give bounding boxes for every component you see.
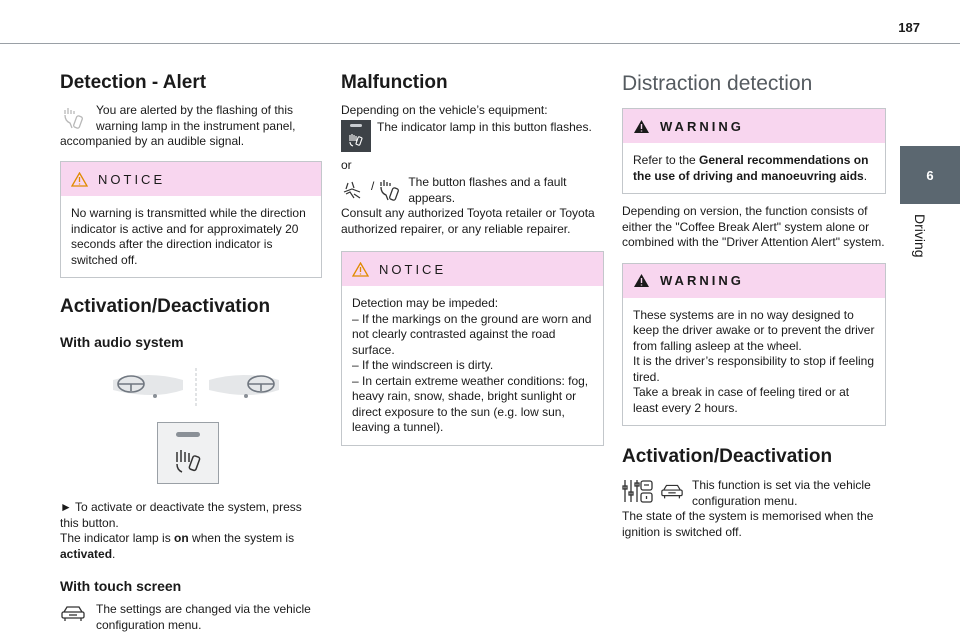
warning-triangle-icon xyxy=(71,172,88,187)
warning-triangle-icon xyxy=(633,273,650,288)
warning-line: It is the driver’s responsibility to stop if feeling tired. xyxy=(633,354,875,384)
memorised-text: The state of the system is memorised when the ignition is switched off. xyxy=(622,509,874,539)
function-text: This function is set via the vehicle configuration menu. xyxy=(692,478,871,508)
activation-title: Activation/Deactivation xyxy=(60,296,271,317)
column-1 xyxy=(60,72,322,633)
slash-separator: / xyxy=(371,179,375,193)
warning-header xyxy=(623,109,885,143)
detection-line-1: You are alerted by the flashing of this xyxy=(96,103,294,117)
notice-line: – If the markings on the ground are worn and not clearly contrasted against the road surface. xyxy=(352,311,592,357)
detection-title: Detection - Alert xyxy=(60,72,207,93)
warning-box-2 xyxy=(622,263,886,427)
activation-title-2: Activation/Deactivation xyxy=(622,446,833,467)
header-rule xyxy=(0,43,960,44)
warning-heading: WARNING xyxy=(660,118,744,134)
coffee-break-button-dark-icon xyxy=(341,120,371,152)
coffee-break-fault-icon xyxy=(378,177,400,203)
settings-sliders-icon xyxy=(622,478,654,504)
touch-heading: With touch screen xyxy=(60,578,182,594)
touch-text: The settings are changed via the vehicle configuration menu. xyxy=(96,602,311,632)
warning-heading: WARNING xyxy=(660,273,744,288)
notice-box-2 xyxy=(341,251,604,446)
notice-header xyxy=(61,162,321,196)
warning-line: These systems are in no way designed to keep the driver awake or to prevent the driver from falling asleep at the wheel. xyxy=(633,307,875,353)
warning-triangle-icon xyxy=(352,262,369,277)
coffee-break-button-icon[interactable] xyxy=(157,422,219,484)
warning-box-1 xyxy=(622,108,886,194)
notice-heading: NOTICE xyxy=(98,171,166,187)
notice-box-1 xyxy=(60,161,322,278)
warning-1-text: Refer to the General recommendations on the use of driving and manoeuvring aids. xyxy=(633,153,869,183)
warning-header xyxy=(623,264,885,298)
steering-wheel-dashboard-icon xyxy=(111,366,281,408)
driver-drowsy-lamp-icon xyxy=(62,105,84,131)
chapter-label: Driving xyxy=(912,214,928,258)
detection-line-3: accompanied by an audible signal. xyxy=(60,134,245,148)
touch-block xyxy=(60,602,322,633)
chapter-tab[interactable]: 6 xyxy=(900,146,960,204)
notice-line: – In certain extreme weather conditions: fog, heavy rain, snow, shade, bright sunlight or direct exposure to the sun (e.g. low sun, leaving a tunnel). xyxy=(352,373,589,434)
warning-line: Take a break in case of feeling tired or at least every 2 hours. xyxy=(633,385,850,415)
column-2 xyxy=(341,72,604,446)
or-text: or xyxy=(341,157,352,172)
warning-triangle-icon xyxy=(633,119,650,134)
button-fault-text: The button flashes and a fault appears. xyxy=(408,175,567,205)
notice-line: – If the windscreen is dirty. xyxy=(352,358,494,372)
car-menu-icon xyxy=(660,482,684,500)
audio-instruction-1: ► To activate or deactivate the system, press this button. xyxy=(60,500,302,530)
notice-text: No warning is transmitted while the direction indicator is active and for approximately 20 seconds after the direction indicator is switched off. xyxy=(71,206,306,267)
distraction-title: Distraction detection xyxy=(622,72,813,95)
equipment-line: Depending on the vehicle’s equipment: xyxy=(341,103,548,117)
column-3 xyxy=(622,72,886,540)
notice-line: Detection may be impeded: xyxy=(352,296,499,310)
audio-heading: With audio system xyxy=(60,334,184,350)
notice-header xyxy=(342,252,603,286)
detection-block xyxy=(60,103,322,151)
version-text: Depending on version, the function consists of either the "Coffee Break Alert" system alone or combined with the "Driver Attention Alert" system. xyxy=(622,204,885,249)
page-number: 187 xyxy=(898,20,920,35)
function-block xyxy=(622,478,886,509)
consult-text: Consult any authorized Toyota retailer or Toyota authorized repairer, or any reliable repairer. xyxy=(341,206,595,236)
button-fault-block xyxy=(341,175,604,206)
malfunction-title: Malfunction xyxy=(341,72,448,93)
button-flash-block xyxy=(341,120,604,152)
audio-instruction-2: The indicator lamp is on when the system is activated. xyxy=(60,531,295,561)
detection-line-2: warning lamp in the instrument panel, xyxy=(96,118,296,133)
car-menu-icon xyxy=(60,604,86,622)
notice-heading: NOTICE xyxy=(379,261,447,277)
driver-attention-fault-icon xyxy=(343,180,363,202)
button-flashes-text: The indicator lamp in this button flashes. xyxy=(377,119,592,134)
